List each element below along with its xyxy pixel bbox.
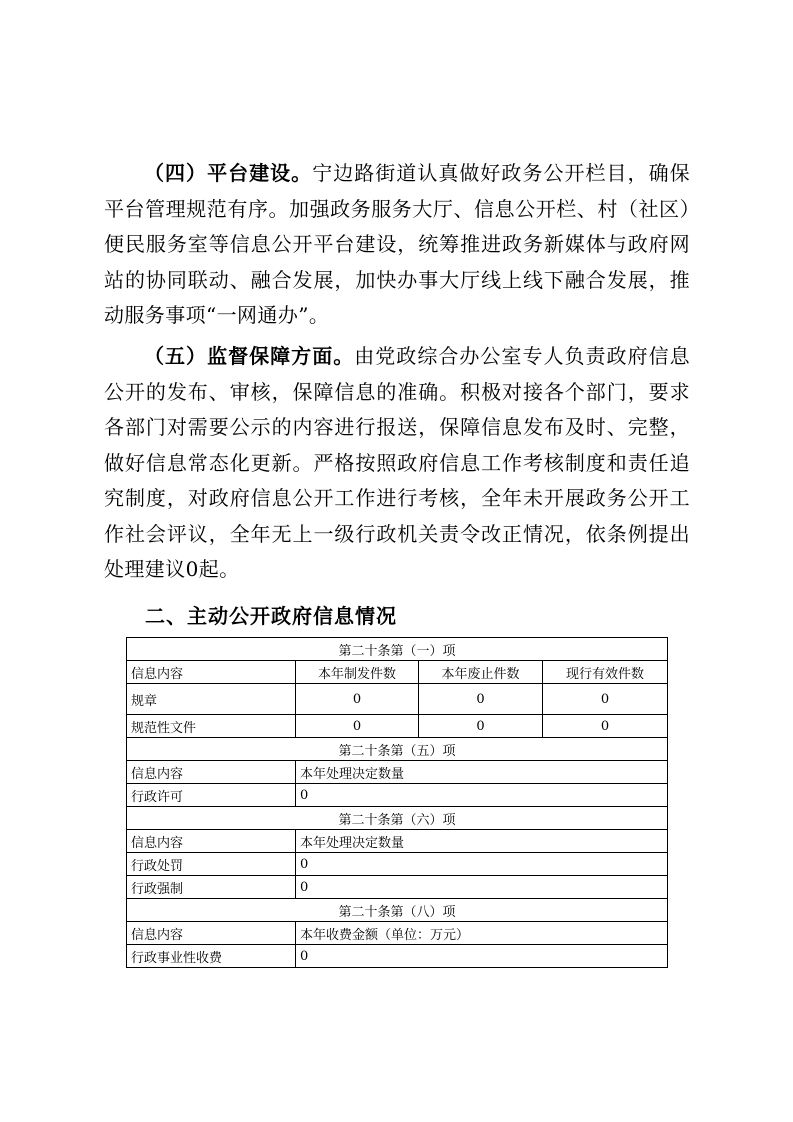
table-section-title: 第二十条第（八）项	[127, 899, 668, 922]
table-row	[127, 784, 668, 807]
table-cell: 行政事业性收费	[127, 945, 296, 968]
table-cell: 0	[296, 684, 419, 715]
table-cell: 0	[296, 784, 668, 807]
table-cell: 0	[419, 715, 543, 738]
table-header-row	[127, 661, 668, 684]
table-cell: 行政许可	[127, 784, 296, 807]
table-cell: 0	[296, 715, 419, 738]
table-row	[127, 684, 668, 715]
table-header-row	[127, 761, 668, 784]
table-section-title: 第二十条第（五）项	[127, 738, 668, 761]
table-header-cell: 本年废止件数	[419, 661, 543, 684]
table-header-cell: 信息内容	[127, 761, 296, 784]
paragraph-supervision	[104, 339, 690, 588]
table-header-row	[127, 922, 668, 945]
section-heading: 二、主动公开政府信息情况	[145, 604, 397, 628]
table-row	[127, 853, 668, 876]
table-header-cell: 信息内容	[127, 830, 296, 853]
paragraph-lead: （五）监督保障方面。	[144, 344, 355, 368]
table-row	[127, 876, 668, 899]
table-cell: 0	[296, 945, 668, 968]
table-header-cell: 本年收费金额（单位：万元）	[296, 922, 668, 945]
table-cell: 0	[296, 876, 668, 899]
table-header-cell: 信息内容	[127, 661, 296, 684]
table-row	[127, 715, 668, 738]
table-row	[127, 945, 668, 968]
table-section-title: 第二十条第（六）项	[127, 807, 668, 830]
paragraph-lead: （四）平台建设。	[144, 161, 313, 185]
table-header-cell: 现行有效件数	[543, 661, 668, 684]
table-cell: 规章	[127, 684, 296, 715]
table-section-title-row	[127, 899, 668, 922]
table-cell: 行政强制	[127, 876, 296, 899]
disclosure-table	[126, 637, 668, 968]
table-cell: 规范性文件	[127, 715, 296, 738]
table-cell: 行政处罚	[127, 853, 296, 876]
paragraph-platform	[104, 156, 690, 334]
table-section-title-row	[127, 638, 668, 661]
table-header-cell: 本年处理决定数量	[296, 761, 668, 784]
table-section-title-row	[127, 807, 668, 830]
table-header-cell: 本年处理决定数量	[296, 830, 668, 853]
table-cell: 0	[419, 684, 543, 715]
table-header-row	[127, 830, 668, 853]
paragraph-text: 由党政综合办公室专人负责政府信息公开的发布、审核，保障信息的准确。积极对接各个部门，要求各部门对需要公示的内容进行报送，保障信息发布及时、完整，做好信息常态化更新。严格按照政府信息工作考核制度和责任追究制度，对政府信息公开工作进行考核，全年未开展政务公开工作社会评议，全年无上一级行政机关责令改正情况，依条例提出处理建议0起。	[104, 344, 691, 581]
table-header-cell: 信息内容	[127, 922, 296, 945]
table-section-title-row	[127, 738, 668, 761]
table-cell: 0	[543, 715, 668, 738]
table-cell: 0	[543, 684, 668, 715]
paragraph-text: 宁边路街道认真做好政务公开栏目，确保平台管理规范有序。加强政务服务大厅、信息公开栏、村（社区）便民服务室等信息公开平台建设，统筹推进政务新媒体与政府网站的协同联动、融合发展，加快办事大厅线上线下融合发展，推动服务事项“一网通办”。	[104, 161, 691, 327]
table-section-title: 第二十条第（一）项	[127, 638, 668, 661]
table-header-cell: 本年制发件数	[296, 661, 419, 684]
table-cell: 0	[296, 853, 668, 876]
